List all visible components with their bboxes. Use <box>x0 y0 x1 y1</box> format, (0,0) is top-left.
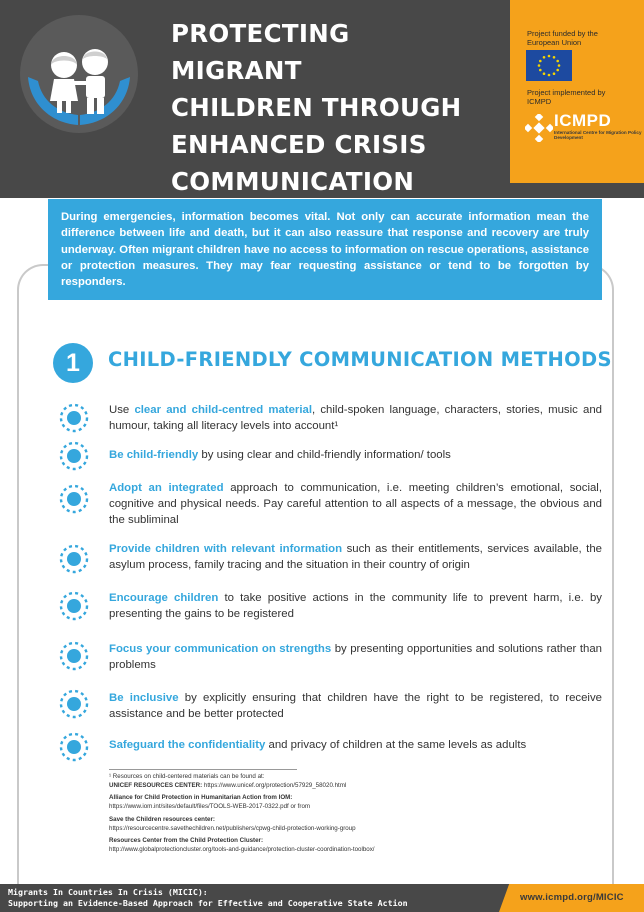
list-item <box>109 480 602 528</box>
list-item <box>109 447 602 463</box>
funded-by-text: Project funded by the European Union <box>527 29 598 47</box>
dotted-circle-bullet-icon <box>59 591 89 621</box>
stc-url[interactable]: https://resourcecentre.savethechildren.net/publishers/cpwg-child-protection-working-group <box>109 824 356 832</box>
cpc-url[interactable]: http://www.globalprotectioncluster.org/tools-and-guidance/protection-cluster-coordination-toolbox/ <box>109 845 375 853</box>
list-item-text: such as their entitlements, services available, the asylum process, family tracing and the situation in their country of origin <box>109 543 603 571</box>
list-item <box>109 737 602 753</box>
list-item-text: approach to communication, i.e. meeting children’s emotional, social, cognitive and physical needs. Pay careful attention to all aspects of a message, the obvious and the subliminal <box>109 482 603 526</box>
dotted-circle-bullet-icon <box>59 732 89 762</box>
list-item-text: to take positive actions in the community life to prevent harm, i.e. by presenting the gains to be registered <box>109 592 602 620</box>
list-item <box>109 541 602 573</box>
footer-subtitle: Supporting an Evidence-Based Approach for Effective and Cooperative State Action <box>8 898 408 908</box>
eu-flag-icon <box>526 50 572 81</box>
list-item-text: and privacy of children at the same levels as adults <box>265 739 527 751</box>
dotted-circle-bullet-icon <box>59 441 89 471</box>
list-item-highlight: Encourage children <box>109 592 219 604</box>
list-item-text: by explicitly ensuring that children have the right to be registered, to receive assistance and be better protected <box>109 692 602 720</box>
dotted-circle-bullet-icon <box>59 403 89 433</box>
section-number-badge: 1 <box>53 343 93 383</box>
footer-url-link[interactable]: www.icmpd.org/MICIC <box>520 892 624 903</box>
alliance-label: Alliance for Child Protection in Humanitarian Action from IOM: <box>109 794 293 802</box>
dotted-circle-bullet-icon <box>59 641 89 671</box>
list-item-text: by using clear and child-friendly information/ tools <box>198 449 451 461</box>
list-item-highlight: Provide children with relevant information <box>109 543 343 555</box>
footnote-intro: ¹ Resources on child-centered materials can be found at: <box>109 773 265 780</box>
list-item-highlight: Be child-friendly <box>109 449 199 461</box>
list-item-text: Use <box>109 404 135 416</box>
dotted-circle-bullet-icon <box>59 484 89 514</box>
list-item-highlight: Be inclusive <box>109 692 179 704</box>
unicef-label: UNICEF RESOURCES CENTER: <box>109 781 203 789</box>
dotted-circle-bullet-icon <box>59 544 89 574</box>
children-hands-logo-icon <box>20 15 138 133</box>
list-item-highlight: Adopt an integrated <box>109 482 224 494</box>
page-title: PROTECTING MIGRANT CHILDREN THROUGH ENHANCED CRISIS COMMUNICATION <box>171 19 462 196</box>
header-banner <box>0 0 644 198</box>
icmpd-wordmark: ICMPD <box>554 111 612 130</box>
list-item-highlight: Focus your communication on strengths <box>109 643 332 655</box>
section-heading: CHILD-FRIENDLY COMMUNICATION METHODS <box>108 348 612 371</box>
list-item-highlight: clear and child-centred material <box>134 404 313 416</box>
list-item <box>109 402 602 434</box>
footer-title: Migrants In Countries In Crisis (MICIC): <box>8 887 208 897</box>
list-item <box>109 690 602 722</box>
cpc-label: Resources Center from the Child Protection Cluster: <box>109 837 264 845</box>
list-item-text: , child-spoken language, characters, stories, music and humour, taking all literacy levels into account¹ <box>109 404 603 432</box>
footnote-divider <box>109 769 297 770</box>
list-item <box>109 590 602 622</box>
funding-panel <box>510 0 644 183</box>
footnotes <box>109 773 549 859</box>
alliance-url[interactable]: https://www.iom.int/sites/default/files/TOOLS-WEB-2017-0322.pdf or from <box>109 803 311 811</box>
intro-box: During emergencies, information becomes vital. Not only can accurate information mean the difference between life and death, but it can also reassure that response and recovery are truly underway. Often migrant children have no access to information on rescue operations, assistance or protection measures. They may fear requesting assistance or tend to be forgotten by responders. <box>48 199 602 300</box>
list-item-text: by presenting opportunities and solutions rather than problems <box>109 643 602 671</box>
dotted-circle-bullet-icon <box>59 689 89 719</box>
list-item <box>109 641 602 673</box>
unicef-url[interactable]: https://www.unicef.org/protection/57929_58020.html <box>202 781 347 789</box>
implemented-by-text: Project implemented by ICMPD <box>527 88 606 106</box>
stc-label: Save the Children resources center: <box>109 815 215 823</box>
icmpd-subtitle: International Centre for Migration Policy Development <box>554 130 642 141</box>
list-item-highlight: Safeguard the confidentiality <box>109 739 266 751</box>
